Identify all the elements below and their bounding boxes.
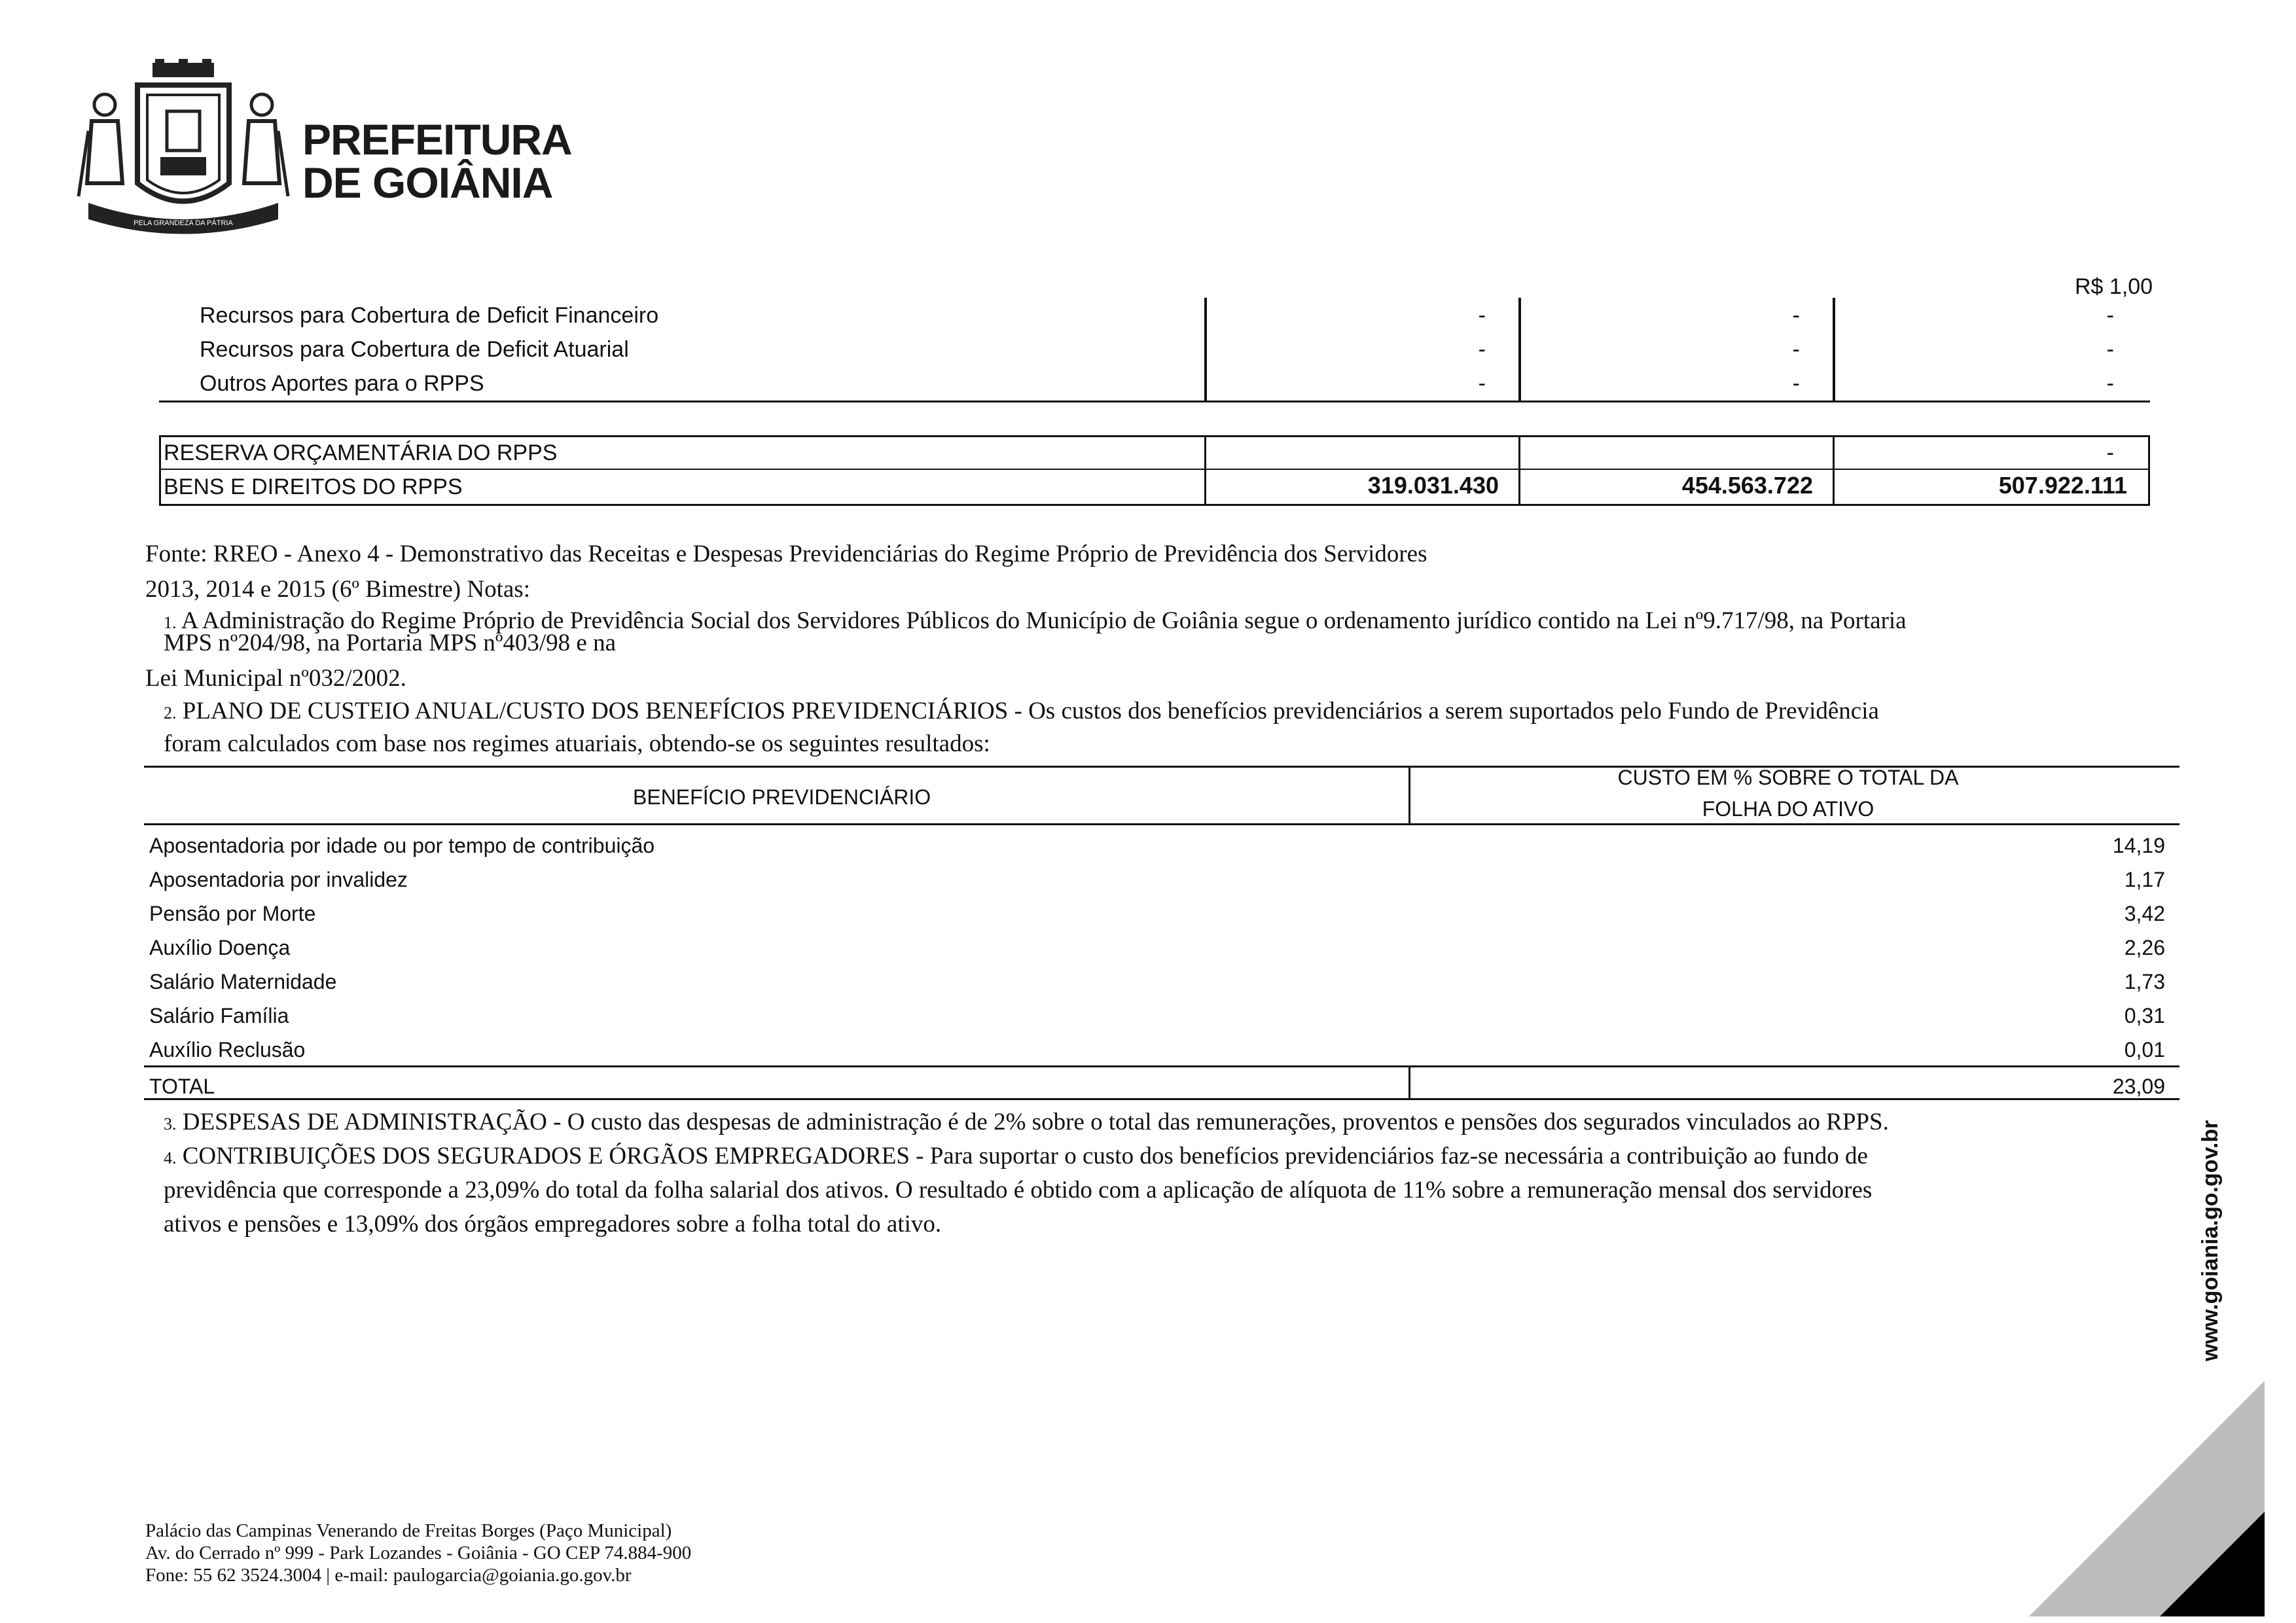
row-label: Recursos para Cobertura de Deficit Atuarial [200, 337, 629, 362]
bens-value-2013: 319.031.430 [1367, 472, 1499, 499]
footer-contact-line: Fone: 55 62 3524.3004 | e-mail: paulogarcia@goiania.go.gov.br [145, 1565, 632, 1586]
bens-label: BENS E DIREITOS DO RPPS [164, 474, 463, 499]
note-3 [164, 1109, 1889, 1138]
column-divider [1833, 435, 1835, 506]
total-label: TOTAL [149, 1075, 215, 1098]
benefit-value: 14,19 [2112, 834, 2165, 857]
benefit-column-header: BENEFÍCIO PREVIDENCIÁRIO [633, 785, 931, 809]
benefit-value: 1,17 [2124, 868, 2165, 891]
brand-name-line1: PREFEITURA [302, 115, 572, 164]
note-4-line3: ativos e pensões e 13,09% dos órgãos empregadores sobre a folha total do ativo. [164, 1211, 942, 1238]
benefit-value: 1,73 [2124, 970, 2165, 993]
row-value-2014: - [1792, 371, 1800, 396]
table-rule [144, 823, 2179, 825]
benefit-label: Auxílio Reclusão [149, 1038, 306, 1061]
column-divider [1204, 435, 1206, 506]
column-divider [1408, 1065, 1410, 1099]
note-2-line2: foram calculados com base nos regimes atuariais, obtendo-se os seguintes resultados: [164, 730, 990, 757]
cost-column-header-line1: CUSTO EM % SOBRE O TOTAL DA [1617, 766, 1959, 789]
reserva-value-2015: - [2106, 440, 2114, 465]
total-value: 23,09 [2112, 1075, 2165, 1098]
row-value-2013: - [1478, 337, 1486, 362]
bens-value-2015: 507.922.111 [1998, 472, 2127, 499]
corner-triangle-decoration [2029, 1381, 2296, 1623]
crest-motto: PELA GRANDEZA DA PÁTRIA [134, 219, 233, 227]
currency-unit: R$ 1,00 [2075, 274, 2153, 299]
row-value-2015: - [2106, 303, 2114, 328]
column-divider [1518, 435, 1520, 506]
table-rule [159, 504, 2150, 506]
table-rule [144, 1098, 2179, 1100]
row-label: Outros Aportes para o RPPS [200, 371, 484, 396]
benefit-label: Aposentadoria por idade ou por tempo de contribuição [149, 834, 655, 857]
note-4-line2: previdência que corresponde a 23,09% do total da folha salarial dos ativos. O resultado é obtido com a aplicação de alíquota de 11% sobre a remuneração mensal dos servidores [164, 1177, 1873, 1204]
benefit-label: Pensão por Morte [149, 902, 316, 925]
cost-column-header-line2: FOLHA DO ATIVO [1702, 797, 1874, 821]
note-2 [164, 698, 1879, 727]
row-value-2013: - [1478, 371, 1486, 396]
note-1-line2: MPS nº204/98, na Portaria MPS nº403/98 e na [164, 630, 617, 656]
column-divider [1518, 298, 1521, 402]
row-value-2015: - [2106, 337, 2114, 362]
note-number: 2. [164, 704, 177, 722]
column-divider [1833, 298, 1835, 402]
note-1-line3: Lei Municipal nº032/2002. [145, 665, 406, 692]
brand-name-line2: DE GOIÂNIA [302, 158, 553, 207]
row-value-2014: - [1792, 303, 1800, 328]
footer-address-line2: Av. do Cerrado nº 999 - Park Lozandes - Goiânia - GO CEP 74.884-900 [145, 1543, 692, 1563]
column-divider [1204, 298, 1207, 402]
benefit-value: 3,42 [2124, 902, 2165, 925]
benefit-label: Salário Família [149, 1004, 289, 1027]
note-4 [164, 1143, 1868, 1172]
website-vertical [2190, 1113, 2229, 1361]
row-value-2013: - [1478, 303, 1486, 328]
note-number: 1. [164, 613, 177, 632]
benefit-value: 0,01 [2124, 1038, 2165, 1061]
table-border [159, 435, 161, 506]
note-number: 3. [164, 1115, 177, 1133]
source-line1: Fonte: RREO - Anexo 4 - Demonstrativo das Receitas e Despesas Previdenciárias do Regime Próprio de Previdência dos Servidores [145, 541, 1427, 567]
benefit-value: 0,31 [2124, 1004, 2165, 1027]
row-value-2015: - [2106, 371, 2114, 396]
benefit-label: Auxílio Doença [149, 936, 291, 959]
row-label: Recursos para Cobertura de Deficit Financeiro [200, 303, 659, 328]
row-value-2014: - [1792, 337, 1800, 362]
table-rule [159, 469, 2150, 470]
reserva-label: RESERVA ORÇAMENTÁRIA DO RPPS [164, 440, 558, 465]
note-number: 4. [164, 1149, 177, 1168]
table-rule [144, 1065, 2179, 1067]
note-text: CONTRIBUIÇÕES DOS SEGURADOS E ÓRGÃOS EMPREGADORES - Para suportar o custo dos benefícios previdenciários faz-se necessária a contribuição ao fundo de [182, 1143, 1868, 1169]
note-text: PLANO DE CUSTEIO ANUAL/CUSTO DOS BENEFÍCIOS PREVIDENCIÁRIOS - Os custos dos benefícios previdenciários a serem suportados pelo Fundo de Previdência [182, 698, 1879, 724]
benefit-label: Salário Maternidade [149, 970, 337, 993]
bens-value-2014: 454.563.722 [1681, 472, 1813, 499]
table-border [2148, 435, 2150, 506]
note-text: A Administração do Regime Próprio de Previdência Social dos Servidores Públicos do Município de Goiânia segue o ordenamento jurídico contido na Lei nº9.717/98, na Portaria [181, 607, 1907, 634]
footer-address-line1: Palácio das Campinas Venerando de Freitas Borges (Paço Municipal) [145, 1520, 672, 1541]
table-rule [159, 435, 2150, 437]
benefit-value: 2,26 [2124, 936, 2165, 959]
note-text: DESPESAS DE ADMINISTRAÇÃO - O custo das despesas de administração é de 2% sobre o total das remunerações, proventos e pensões dos segurados vinculados ao RPPS. [182, 1109, 1889, 1135]
city-crest-logo [75, 59, 291, 249]
source-line2: 2013, 2014 e 2015 (6º Bimestre) Notas: [145, 576, 530, 603]
benefit-label: Aposentadoria por invalidez [149, 868, 408, 891]
table-rule [159, 401, 2150, 402]
website-url: www.goiania.go.gov.br [2198, 1120, 2223, 1361]
